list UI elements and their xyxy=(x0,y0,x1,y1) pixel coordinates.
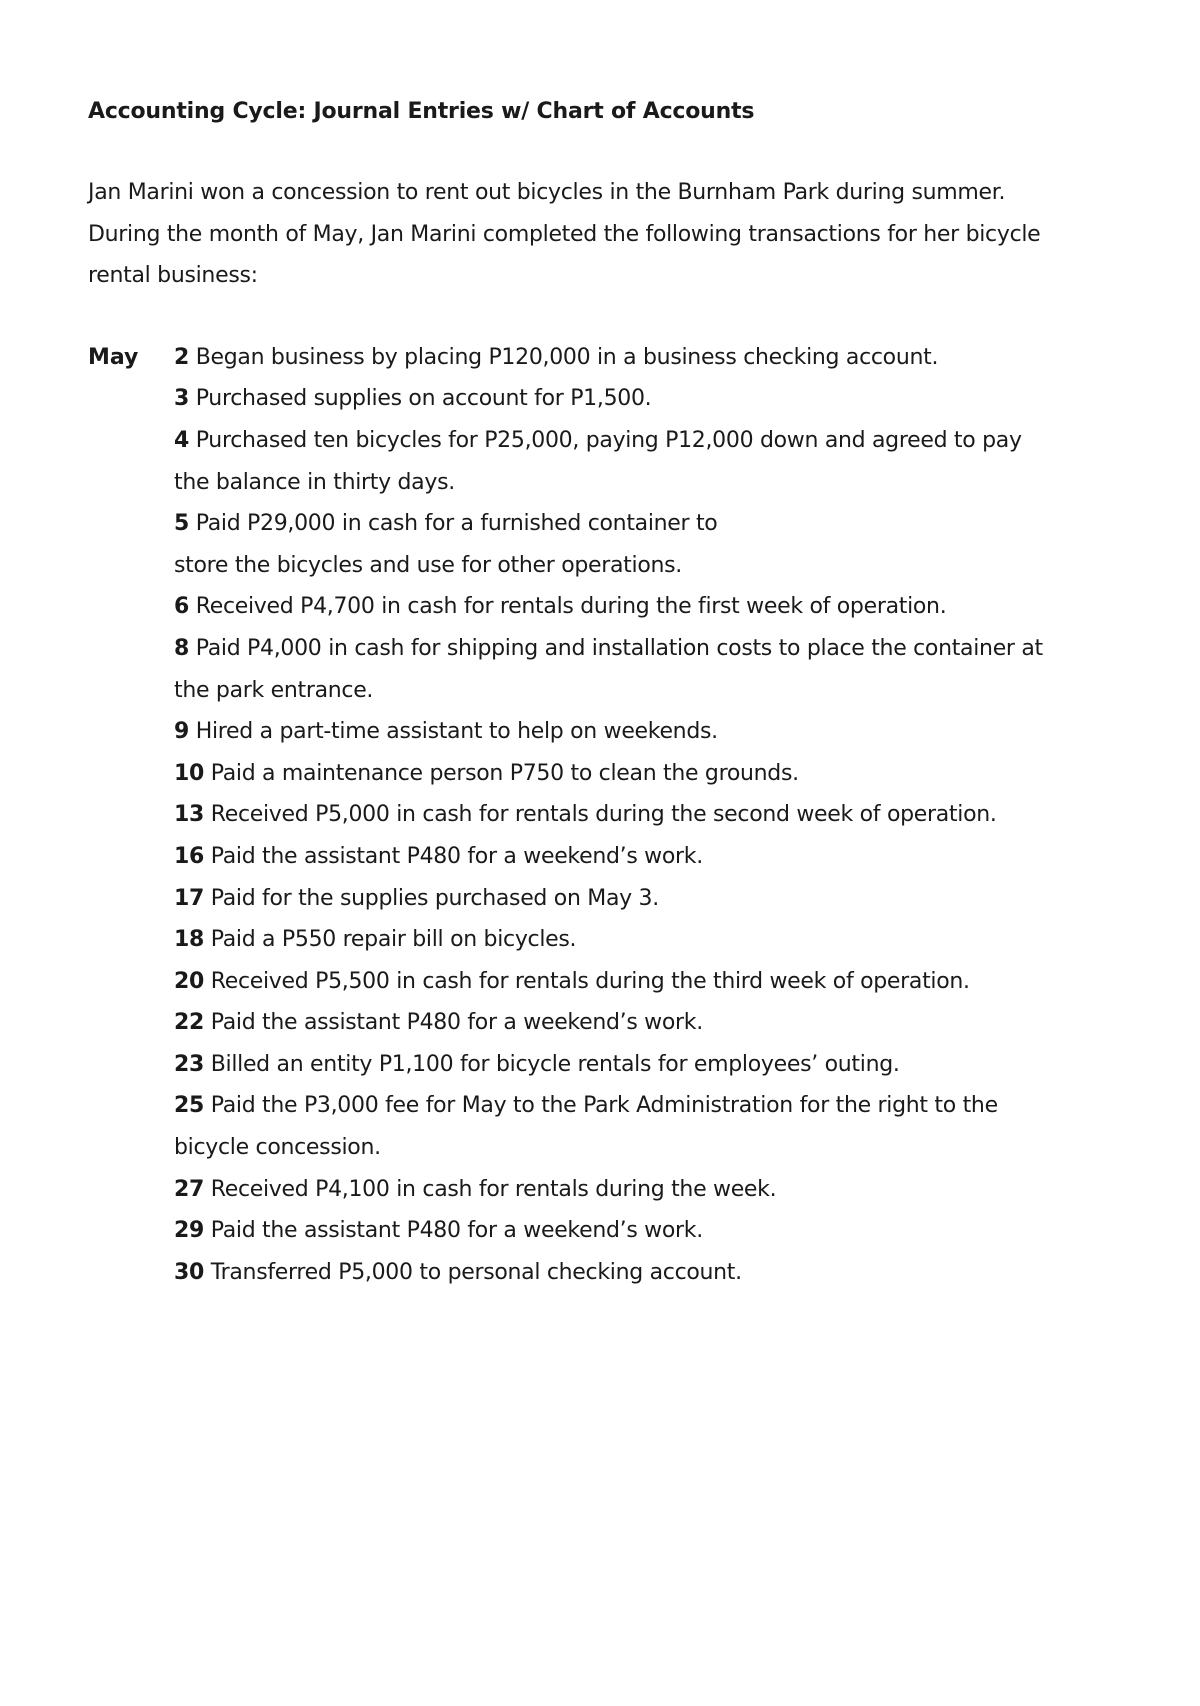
transaction-day: 18 xyxy=(174,927,205,953)
transaction-text: Received P5,500 in cash for rentals during the third week of operation. xyxy=(210,968,970,994)
transaction-text: Paid P29,000 in cash for a furnished container to xyxy=(195,511,718,537)
transaction-entry xyxy=(174,628,1174,711)
transaction-entry xyxy=(174,711,1174,753)
transaction-line xyxy=(174,1044,1174,1086)
transaction-day: 27 xyxy=(174,1176,205,1202)
transaction-text: Paid P4,000 in cash for shipping and installation costs to place the container at xyxy=(195,635,1043,661)
month-label: May xyxy=(88,344,139,370)
transaction-entry xyxy=(174,878,1174,920)
transaction-entry xyxy=(174,794,1174,836)
transaction-line xyxy=(174,628,1174,670)
transaction-day: 29 xyxy=(174,1218,205,1244)
transaction-text: Transferred P5,000 to personal checking account. xyxy=(210,1259,742,1285)
transaction-day: 13 xyxy=(174,802,205,828)
transaction-line xyxy=(174,753,1174,795)
transaction-line xyxy=(174,462,1174,504)
transaction-entry xyxy=(174,337,1174,379)
transaction-text: store the bicycles and use for other operations. xyxy=(174,552,682,578)
transaction-text: Billed an entity P1,100 for bicycle rentals for employees’ outing. xyxy=(210,1051,900,1077)
transaction-entry xyxy=(174,1085,1174,1168)
transaction-day: 10 xyxy=(174,760,205,786)
transaction-text: Hired a part-time assistant to help on weekends. xyxy=(195,719,718,745)
transaction-entry xyxy=(174,586,1174,628)
transaction-line xyxy=(174,586,1174,628)
transaction-line xyxy=(174,420,1174,462)
transaction-text: Paid the assistant P480 for a weekend’s work. xyxy=(210,843,703,869)
transaction-text: Received P4,100 in cash for rentals during the week. xyxy=(210,1176,777,1202)
intro-line: rental business: xyxy=(88,263,258,289)
transaction-line xyxy=(174,1127,1174,1169)
transaction-line xyxy=(174,545,1174,587)
transaction-day: 22 xyxy=(174,1010,205,1036)
transaction-line xyxy=(174,670,1174,712)
transaction-line xyxy=(174,878,1174,920)
transaction-line xyxy=(174,1210,1174,1252)
transaction-line xyxy=(174,1252,1174,1294)
transaction-text: Paid the P3,000 fee for May to the Park Administration for the right to the xyxy=(210,1093,998,1119)
transaction-day: 5 xyxy=(174,511,190,537)
transaction-entry xyxy=(174,1002,1174,1044)
document-title: Accounting Cycle: Journal Entries w/ Chart of Accounts xyxy=(88,99,755,124)
transaction-entry xyxy=(174,753,1174,795)
transaction-entry xyxy=(174,961,1174,1003)
transaction-day: 16 xyxy=(174,843,205,869)
transaction-line xyxy=(174,1169,1174,1211)
transaction-text: the park entrance. xyxy=(174,677,374,703)
intro-paragraph xyxy=(88,172,1168,297)
transaction-day: 23 xyxy=(174,1051,205,1077)
transactions-section xyxy=(88,337,1148,1294)
transaction-entry xyxy=(174,1252,1174,1294)
transaction-entry xyxy=(174,1169,1174,1211)
transaction-text: bicycle concession. xyxy=(174,1135,381,1161)
transaction-text: Purchased supplies on account for P1,500. xyxy=(195,386,652,412)
transaction-day: 30 xyxy=(174,1259,205,1285)
intro-line: Jan Marini won a concession to rent out bicycles in the Burnham Park during summer. xyxy=(88,180,1006,205)
transaction-entry xyxy=(174,919,1174,961)
transaction-day: 4 xyxy=(174,427,190,453)
transaction-text: Paid for the supplies purchased on May 3. xyxy=(210,885,659,911)
transaction-text: Paid a P550 repair bill on bicycles. xyxy=(210,927,577,953)
transaction-day: 17 xyxy=(174,885,205,911)
intro-line: During the month of May, Jan Marini completed the following transactions for her bicycle xyxy=(88,221,1041,247)
transaction-day: 3 xyxy=(174,386,190,412)
transaction-list xyxy=(174,337,1174,1294)
transaction-text: Purchased ten bicycles for P25,000, paying P12,000 down and agreed to pay xyxy=(195,427,1022,453)
transaction-line xyxy=(174,378,1174,420)
transaction-day: 9 xyxy=(174,719,190,745)
transaction-day: 25 xyxy=(174,1093,205,1119)
transaction-line xyxy=(174,503,1174,545)
transaction-day: 2 xyxy=(174,344,190,370)
transaction-line xyxy=(174,1002,1174,1044)
transaction-day: 6 xyxy=(174,594,190,620)
transaction-day: 8 xyxy=(174,635,190,661)
transaction-line xyxy=(174,337,1174,379)
transaction-entry xyxy=(174,1210,1174,1252)
transaction-text: Received P4,700 in cash for rentals during the first week of operation. xyxy=(195,594,947,620)
transaction-text: Paid the assistant P480 for a weekend’s work. xyxy=(210,1010,703,1036)
transaction-entry xyxy=(174,836,1174,878)
transaction-entry xyxy=(174,503,1174,586)
transaction-text: Began business by placing P120,000 in a business checking account. xyxy=(195,344,939,370)
transaction-day: 20 xyxy=(174,968,205,994)
transaction-text: Paid a maintenance person P750 to clean the grounds. xyxy=(210,760,799,786)
transaction-line xyxy=(174,961,1174,1003)
transaction-entry xyxy=(174,378,1174,420)
transaction-text: Paid the assistant P480 for a weekend’s work. xyxy=(210,1218,703,1244)
document-page xyxy=(88,96,1148,1293)
transaction-line xyxy=(174,711,1174,753)
transaction-entry xyxy=(174,1044,1174,1086)
transaction-line xyxy=(174,919,1174,961)
transaction-line xyxy=(174,794,1174,836)
transaction-line xyxy=(174,836,1174,878)
transaction-text: the balance in thirty days. xyxy=(174,469,455,495)
transaction-line xyxy=(174,1085,1174,1127)
transaction-entry xyxy=(174,420,1174,503)
transaction-text: Received P5,000 in cash for rentals during the second week of operation. xyxy=(210,802,997,828)
